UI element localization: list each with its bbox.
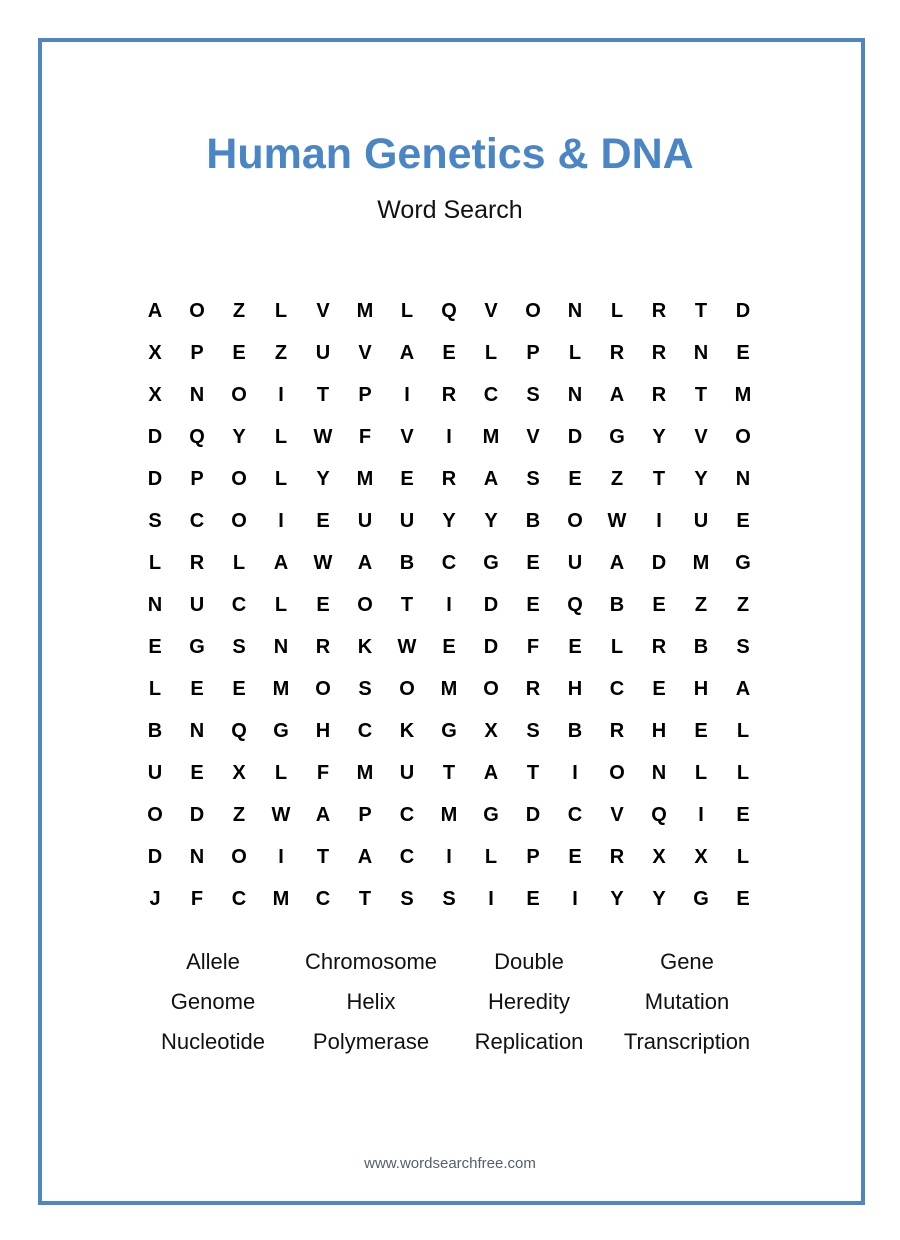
- grid-cell: O: [357, 593, 373, 616]
- grid-cell: R: [609, 845, 625, 868]
- grid-cell: K: [399, 719, 415, 742]
- grid-cell: S: [526, 383, 540, 406]
- grid-cell: T: [442, 761, 456, 784]
- grid-cell: S: [148, 509, 162, 532]
- grid-cell: B: [525, 509, 541, 532]
- grid-cell: O: [231, 509, 247, 532]
- grid-cell: D: [483, 635, 499, 658]
- grid-cell: N: [567, 299, 583, 322]
- grid-cell: J: [149, 887, 161, 910]
- grid-cell: L: [148, 551, 162, 574]
- grid-cell: I: [572, 887, 578, 910]
- grid-cell: W: [313, 425, 333, 448]
- grid-cell: I: [278, 845, 284, 868]
- grid-cell: D: [483, 593, 499, 616]
- grid-cell: L: [610, 635, 624, 658]
- grid-cell: W: [607, 509, 627, 532]
- grid-cell: U: [399, 509, 415, 532]
- grid-cell: E: [442, 341, 456, 364]
- grid-cell: P: [358, 803, 372, 826]
- grid-cell: N: [693, 341, 709, 364]
- grid-cell: B: [567, 719, 583, 742]
- grid-cell: Y: [652, 425, 666, 448]
- grid-cell: L: [274, 299, 288, 322]
- grid-cell: S: [358, 677, 372, 700]
- grid-cell: H: [315, 719, 331, 742]
- grid-cell: Y: [232, 425, 246, 448]
- grid-cell: H: [693, 677, 709, 700]
- grid-cell: S: [526, 467, 540, 490]
- grid-cell: R: [441, 383, 457, 406]
- grid-cell: D: [189, 803, 205, 826]
- word-list-item: Gene: [660, 949, 714, 974]
- grid-cell: O: [609, 761, 625, 784]
- grid-cell: A: [357, 845, 373, 868]
- grid-cell: U: [147, 761, 163, 784]
- grid-cell: G: [483, 803, 499, 826]
- grid-cell: D: [147, 845, 163, 868]
- letter-grid: [134, 290, 764, 920]
- grid-cell: N: [567, 383, 583, 406]
- grid-cell: Z: [610, 467, 624, 490]
- grid-cell: P: [526, 845, 540, 868]
- grid-cell: E: [736, 341, 750, 364]
- grid-cell: O: [189, 299, 205, 322]
- grid-cell: O: [147, 803, 163, 826]
- grid-cell: F: [358, 425, 372, 448]
- grid-cell: R: [651, 341, 667, 364]
- grid-cell: M: [440, 803, 458, 826]
- grid-cell: N: [147, 593, 163, 616]
- grid-cell: C: [441, 551, 457, 574]
- grid-cell: L: [568, 341, 582, 364]
- word-list-item: Allele: [186, 949, 240, 974]
- grid-cell: I: [698, 803, 704, 826]
- grid-cell: E: [526, 887, 540, 910]
- word-list-item: Chromosome: [304, 949, 438, 974]
- grid-cell: I: [404, 383, 410, 406]
- grid-cell: E: [568, 845, 582, 868]
- grid-cell: B: [147, 719, 163, 742]
- grid-cell: E: [568, 467, 582, 490]
- grid-cell: T: [400, 593, 414, 616]
- grid-cell: I: [446, 425, 452, 448]
- grid-cell: I: [446, 845, 452, 868]
- grid-cell: G: [693, 887, 709, 910]
- grid-cell: I: [278, 383, 284, 406]
- grid-cell: A: [609, 551, 625, 574]
- grid-cell: E: [736, 887, 750, 910]
- grid-cell: E: [232, 677, 246, 700]
- grid-cell: S: [736, 635, 750, 658]
- grid-cell: E: [694, 719, 708, 742]
- grid-cell: P: [190, 341, 204, 364]
- grid-cell: T: [694, 383, 708, 406]
- grid-cell: W: [271, 803, 291, 826]
- grid-cell: M: [356, 761, 374, 784]
- grid-cell: Q: [189, 425, 205, 448]
- grid-cell: I: [488, 887, 494, 910]
- grid-cell: R: [609, 341, 625, 364]
- grid-cell: V: [400, 425, 414, 448]
- grid-cell: R: [441, 467, 457, 490]
- grid-cell: W: [397, 635, 417, 658]
- grid-cell: E: [316, 593, 330, 616]
- grid-cell: B: [609, 593, 625, 616]
- grid-cell: I: [278, 509, 284, 532]
- grid-cell: L: [484, 845, 498, 868]
- word-list-item: Nucleotide: [161, 1029, 265, 1054]
- word-list-item: Transcription: [623, 1029, 751, 1054]
- grid-cell: V: [316, 299, 330, 322]
- word-list-item: Polymerase: [312, 1029, 430, 1054]
- grid-cell: A: [483, 467, 499, 490]
- grid-cell: R: [651, 299, 667, 322]
- grid-cell: A: [315, 803, 331, 826]
- grid-cell: S: [442, 887, 456, 910]
- grid-cell: L: [274, 425, 288, 448]
- grid-cell: C: [483, 383, 499, 406]
- grid-cell: Y: [442, 509, 456, 532]
- grid-cell: D: [147, 425, 163, 448]
- grid-cell: O: [231, 467, 247, 490]
- grid-cell: Y: [610, 887, 624, 910]
- grid-cell: D: [147, 467, 163, 490]
- grid-cell: D: [651, 551, 667, 574]
- grid-cell: C: [315, 887, 331, 910]
- grid-cell: L: [736, 761, 750, 784]
- grid-cell: P: [526, 341, 540, 364]
- grid-cell: E: [190, 677, 204, 700]
- grid-cell: X: [232, 761, 246, 784]
- grid-cell: I: [446, 593, 452, 616]
- grid-cell: L: [694, 761, 708, 784]
- grid-cell: A: [273, 551, 289, 574]
- word-list: [134, 942, 766, 1062]
- grid-cell: M: [734, 383, 752, 406]
- grid-cell: E: [316, 509, 330, 532]
- grid-cell: M: [692, 551, 710, 574]
- grid-cell: N: [651, 761, 667, 784]
- page-title: Human Genetics & DNA: [206, 130, 694, 178]
- grid-cell: E: [736, 803, 750, 826]
- grid-cell: U: [567, 551, 583, 574]
- grid-cell: G: [609, 425, 625, 448]
- grid-cell: T: [652, 467, 666, 490]
- grid-cell: F: [190, 887, 204, 910]
- grid-cell: E: [568, 635, 582, 658]
- grid-cell: X: [652, 845, 666, 868]
- grid-cell: O: [399, 677, 415, 700]
- grid-cell: L: [148, 677, 162, 700]
- grid-cell: C: [357, 719, 373, 742]
- grid-cell: C: [567, 803, 583, 826]
- grid-cell: Q: [651, 803, 667, 826]
- grid-cell: L: [274, 593, 288, 616]
- grid-cell: F: [316, 761, 330, 784]
- grid-cell: E: [736, 509, 750, 532]
- grid-cell: L: [484, 341, 498, 364]
- grid-cell: L: [400, 299, 414, 322]
- grid-cell: L: [274, 761, 288, 784]
- grid-cell: Y: [694, 467, 708, 490]
- word-list-item: Heredity: [488, 989, 570, 1014]
- grid-cell: G: [483, 551, 499, 574]
- word-list-item: Genome: [170, 989, 256, 1014]
- grid-cell: N: [273, 635, 289, 658]
- grid-cell: R: [651, 383, 667, 406]
- grid-cell: N: [189, 719, 205, 742]
- grid-cell: E: [652, 677, 666, 700]
- grid-cell: U: [357, 509, 373, 532]
- grid-cell: S: [526, 719, 540, 742]
- grid-cell: O: [483, 677, 499, 700]
- grid-cell: X: [694, 845, 708, 868]
- word-list-item: Double: [494, 949, 564, 974]
- grid-cell: T: [526, 761, 540, 784]
- grid-cell: O: [231, 383, 247, 406]
- grid-cell: A: [483, 761, 499, 784]
- grid-cell: E: [652, 593, 666, 616]
- grid-cell: U: [189, 593, 205, 616]
- grid-cell: V: [694, 425, 708, 448]
- grid-cell: E: [400, 467, 414, 490]
- word-list-item: Helix: [346, 989, 396, 1014]
- grid-cell: C: [231, 887, 247, 910]
- grid-cell: L: [736, 719, 750, 742]
- grid-cell: T: [316, 383, 330, 406]
- grid-cell: X: [148, 383, 162, 406]
- grid-cell: T: [694, 299, 708, 322]
- grid-cell: U: [399, 761, 415, 784]
- grid-cell: I: [572, 761, 578, 784]
- grid-cell: Q: [441, 299, 457, 322]
- grid-cell: Y: [652, 887, 666, 910]
- grid-cell: G: [273, 719, 289, 742]
- grid-cell: E: [148, 635, 162, 658]
- grid-cell: V: [610, 803, 624, 826]
- grid-cell: F: [526, 635, 540, 658]
- grid-cell: D: [525, 803, 541, 826]
- grid-cell: R: [189, 551, 205, 574]
- grid-cell: E: [526, 593, 540, 616]
- grid-cell: L: [610, 299, 624, 322]
- grid-cell: S: [400, 887, 414, 910]
- grid-cell: D: [735, 299, 751, 322]
- grid-cell: Z: [694, 593, 708, 616]
- grid-cell: Z: [232, 803, 246, 826]
- grid-cell: X: [484, 719, 498, 742]
- grid-cell: H: [567, 677, 583, 700]
- grid-cell: O: [735, 425, 751, 448]
- grid-cell: C: [399, 803, 415, 826]
- grid-cell: N: [189, 383, 205, 406]
- grid-cell: Y: [484, 509, 498, 532]
- grid-cell: R: [315, 635, 331, 658]
- grid-cell: V: [358, 341, 372, 364]
- grid-cell: Z: [274, 341, 288, 364]
- grid-cell: M: [440, 677, 458, 700]
- grid-cell: P: [190, 467, 204, 490]
- grid-cell: O: [525, 299, 541, 322]
- grid-cell: B: [399, 551, 415, 574]
- grid-cell: L: [736, 845, 750, 868]
- grid-cell: G: [735, 551, 751, 574]
- footer-url: www.wordsearchfree.com: [364, 1155, 536, 1172]
- grid-cell: E: [190, 761, 204, 784]
- grid-cell: V: [484, 299, 498, 322]
- grid-cell: W: [313, 551, 333, 574]
- grid-cell: C: [399, 845, 415, 868]
- grid-cell: H: [651, 719, 667, 742]
- grid-cell: L: [232, 551, 246, 574]
- grid-cell: A: [609, 383, 625, 406]
- grid-cell: Y: [316, 467, 330, 490]
- grid-cell: R: [525, 677, 541, 700]
- page-subtitle: Word Search: [377, 196, 523, 224]
- grid-cell: E: [526, 551, 540, 574]
- grid-cell: A: [735, 677, 751, 700]
- grid-cell: T: [358, 887, 372, 910]
- grid-cell: O: [567, 509, 583, 532]
- grid-cell: E: [232, 341, 246, 364]
- grid-cell: T: [316, 845, 330, 868]
- grid-cell: P: [358, 383, 372, 406]
- grid-cell: N: [189, 845, 205, 868]
- grid-cell: A: [399, 341, 415, 364]
- grid-cell: Q: [231, 719, 247, 742]
- grid-cell: Z: [232, 299, 246, 322]
- grid-cell: Q: [567, 593, 583, 616]
- grid-cell: U: [693, 509, 709, 532]
- grid-cell: X: [148, 341, 162, 364]
- grid-cell: K: [357, 635, 373, 658]
- grid-cell: O: [315, 677, 331, 700]
- grid-cell: B: [693, 635, 709, 658]
- grid-cell: M: [482, 425, 500, 448]
- grid-cell: M: [272, 677, 290, 700]
- grid-cell: G: [441, 719, 457, 742]
- grid-cell: G: [189, 635, 205, 658]
- grid-cell: A: [357, 551, 373, 574]
- grid-cell: O: [231, 845, 247, 868]
- word-list-item: Replication: [474, 1029, 584, 1054]
- grid-cell: C: [231, 593, 247, 616]
- grid-cell: I: [656, 509, 662, 532]
- grid-cell: M: [356, 467, 374, 490]
- grid-cell: N: [735, 467, 751, 490]
- grid-cell: C: [609, 677, 625, 700]
- grid-cell: V: [526, 425, 540, 448]
- grid-cell: E: [442, 635, 456, 658]
- grid-cell: M: [272, 887, 290, 910]
- grid-cell: R: [609, 719, 625, 742]
- grid-cell: M: [356, 299, 374, 322]
- grid-cell: C: [189, 509, 205, 532]
- grid-cell: D: [567, 425, 583, 448]
- grid-cell: S: [232, 635, 246, 658]
- word-list-item: Mutation: [644, 989, 730, 1014]
- grid-cell: Z: [736, 593, 750, 616]
- grid-cell: A: [147, 299, 163, 322]
- grid-cell: R: [651, 635, 667, 658]
- grid-cell: U: [315, 341, 331, 364]
- grid-cell: L: [274, 467, 288, 490]
